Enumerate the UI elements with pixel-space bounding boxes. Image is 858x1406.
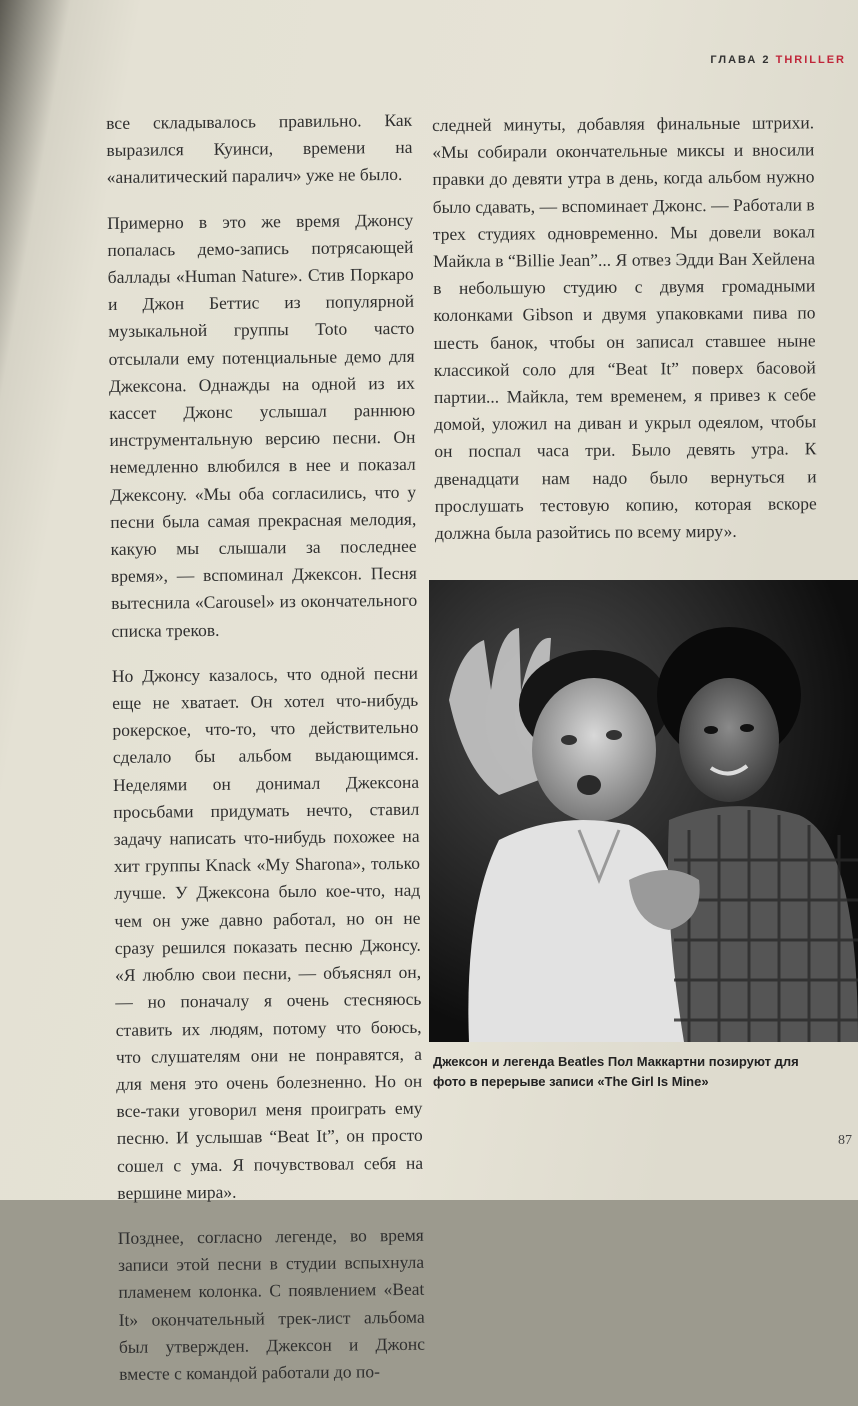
- photo-caption: Джексон и легенда Beatles Пол Маккартни позируют для фото в перерыве записи «The Girl Is Mine»: [433, 1054, 799, 1089]
- paragraph: Но Джонсу казалось, что одной песни еще не хватает. Он хотел что-нибудь рокерское, что-то, что действительно сделало бы альбом выдающимся. Неделями он донимал Джексона просьбами придумать нечто, ставил задачу написать что-нибудь похожее на хит группы Knack «My Sharona», только лучше. У Джексона было кое-что, над чем он уже давно работал, но он не сразу решился показать песню Джонсу. «Я люблю свои песни, — объяснял он, — но поначалу я очень стесняюсь ставить их людям, потому что боюсь, что слушателям они не понравятся, а для меня это очень болезненно. Но он все-таки уговорил меня проиграть ему песню. И услышав “Beat It”, он просто сошел с ума. Я почувствовал себя на вершине мира».: [111, 662, 424, 1203]
- paragraph: Примерно в это же время Джонсу попалась демо-запись потрясающей баллады «Human Nature». Стив Поркаро и Джон Беттис из популярной музыкальной группы Toto часто отсылали ему потенциальные демо для Джексона. Однажды на одной из их кассет Джонс услышал раннюю инструментальную версию песни. Он немедленно влюбился в нее и показал Джексону. «Мы оба согласились, что у песни была самая прекрасная мелодия, какую мы слышали за последнее время», — вспоминал Джексон. Песня вытеснила «Carousel» из окончательного списка треков.: [107, 209, 418, 641]
- photo: [429, 580, 858, 1042]
- running-header: [710, 54, 846, 66]
- paragraph: все складывалось правильно. Как выразился Куинси, времени на «аналитический паралич» уже не было.: [106, 109, 413, 188]
- page-number: 87: [838, 1133, 852, 1148]
- left-text-column: [106, 107, 426, 1406]
- paragraph: Позднее, согласно легенде, во время записи этой песни в студии вспыхнула пламенем колонка. С появлением «Beat It» окончательный трек-лист альбома был утвержден. Джексон и Джонс вместе с командой работали до по-: [117, 1224, 426, 1384]
- book-title: THRILLER: [775, 54, 846, 66]
- chapter-label: ГЛАВА 2: [710, 54, 771, 66]
- paragraph: следней минуты, добавляя финальные штрихи. «Мы собирали окончательные миксы и вносили правки до девяти утра в день, когда альбом нужно было сдавать, — вспоминает Джонс. — Работали в трех студиях одновременно. Мы довели вокал Майкла в “Billie Jean”... Я отвез Эдди Ван Хейлена в небольшую студию с двумя громадными колонками Gibson и двумя упаковками пива по шесть банок, чтобы он записал ставшее ныне классикой соло для “Beat It” поверх басовой партии... Майкла, тем временем, я привез к себе домой, уложил на диван и укрыл одеялом, чтобы он поспал часа три. Было девять утра. К двенадцати нам надо было вернуться и прослушать тестовую копию, которая вскоре должна была разойтись по всему миру».: [432, 112, 817, 544]
- photo-illustration: [429, 580, 858, 1042]
- right-text-column: [432, 109, 817, 565]
